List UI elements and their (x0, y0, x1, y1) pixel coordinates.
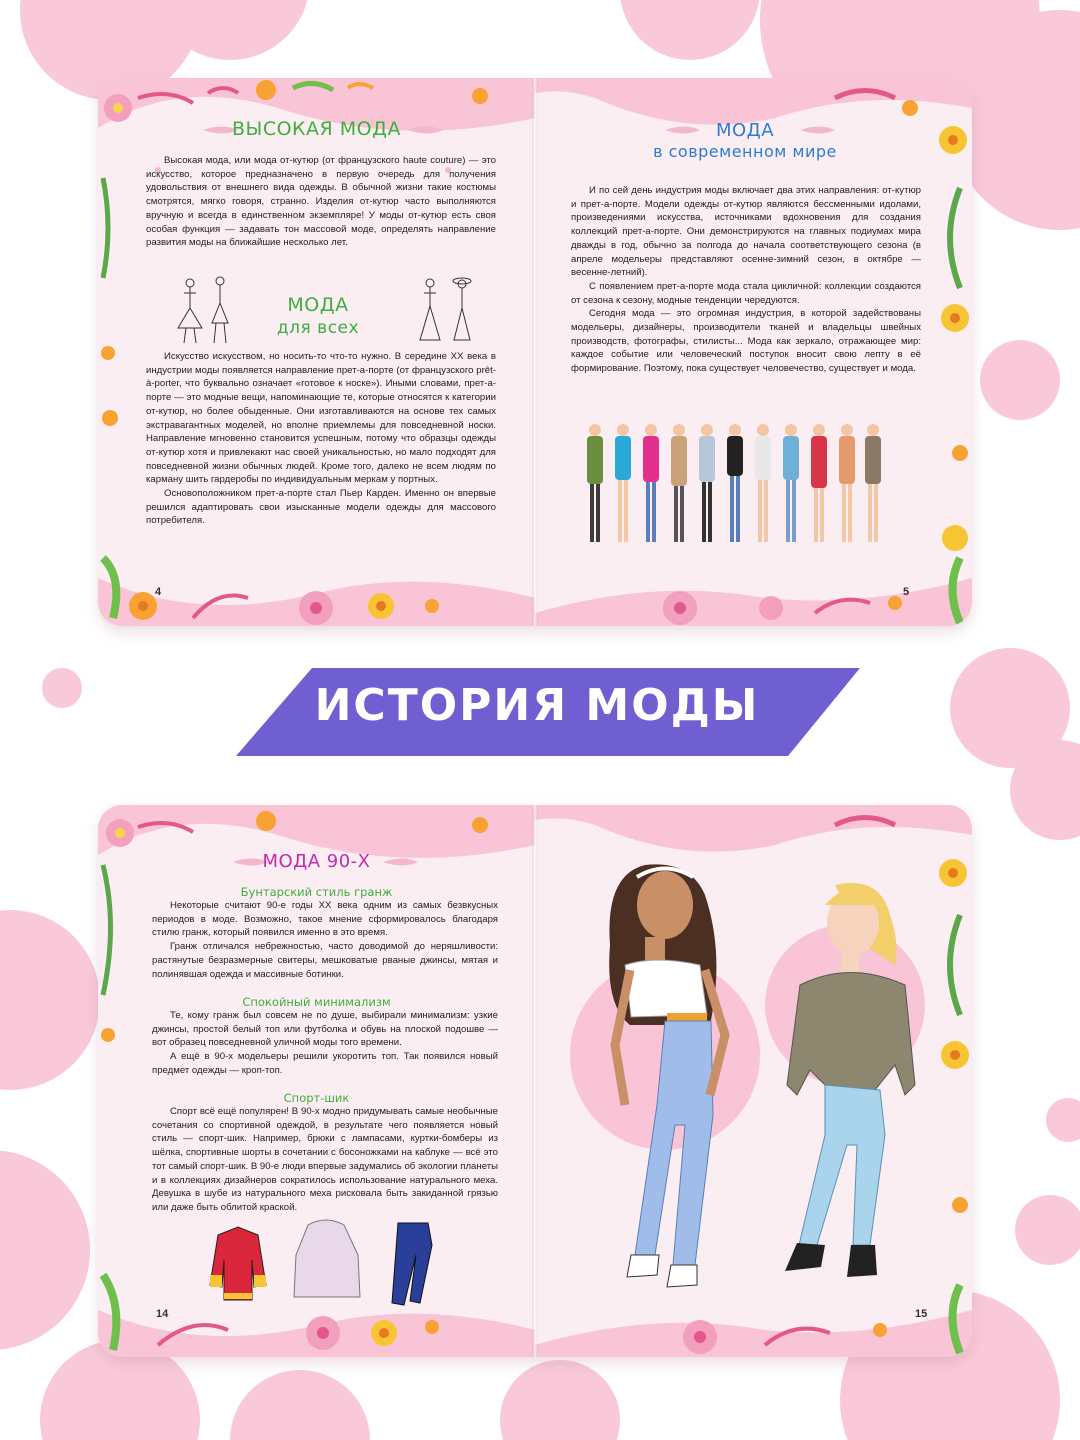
paragraph: Некоторые считают 90-е годы XX века одним из самых безвкусных периодов в моде. Возможно, такое мнение сформировалось благодаря стилю гранж, который появился именно в это время. (152, 900, 498, 939)
book-spine (532, 805, 538, 1357)
banner-title: ИСТОРИЯ МОДЫ (314, 680, 760, 731)
section-subtitle: для всех (276, 318, 360, 338)
track-pants-illustration (392, 1223, 432, 1305)
body-text (146, 350, 496, 528)
paragraph: Высокая мода, или мода от-кутюр (от французского haute couture) — это искусство, которое предназначено в первую очередь для получения удовольствия от внешнего вида одежды. В обычной жизни такие костюмы смотрятся, мягко говоря, странно. Изделия от-кутюр часто выполняются вручную и всегда в единственном экземпляре! У моды от-кутюр есть своя особая функция — задавать тон массовой моде, определять направление развития моды на ближайшие несколько лет. (146, 155, 496, 249)
page-subtitle: в современном мире (653, 142, 837, 161)
page-number: 4 (155, 586, 162, 598)
floral-border-decoration (535, 805, 972, 1357)
body-text (152, 899, 498, 981)
page-title: МОДА (715, 120, 775, 141)
book-spine (532, 78, 538, 626)
paragraph: Сегодня мода — это огромная индустрия, в которой задействованы модельеры, дизайнеры, производители тканей и владельцы швейных производств, фотографы, стилисты... Мода как зеркало, отражающее мир: каждое событие или человеческий поступок вносит свою лепту в её формирование. Поэтому, пока существует человечество, существует и мода. (571, 308, 921, 375)
page-number: 14 (156, 1308, 169, 1320)
paragraph: Гранж отличался небрежностью, часто доводимой до неряшливости: растянутые безразмерные свитеры, мешковатые рваные джинсы, мятая и полинявшая одежда и массивные ботинки. (152, 941, 498, 980)
body-text (152, 1009, 498, 1078)
paragraph: Искусство искусством, но носить-то что-то нужно. В середине XX века в индустрии моды появляется направление прет-а-порте (от французского prêt-à-porter, что буквально означает «готовое к носке»). Иными словами, прет-а-порте — это модные вещи, напоминающие те, которые относятся к категории от-кутюр, но более обыденные. Они изготавливаются на основе тех самых экстравагантных моделей, но вполне приемлемы для повседневной носки. Направление мгновенно становится успешным, потому что образцы одежды от-кутюр хотя и привлекают нас своей уникальностью, но мало подходят для повседневной жизни обычных людей. Кроме того, далеко не всем людям по карману шить гардеробы по индивидуальным меркам у портных. (146, 351, 496, 486)
paragraph: Спорт всё ещё популярен! В 90-х модно придумывать самые необычные сочетания со спортивной одеждой, в результате чего появляется новый стиль — спорт-шик. Например, брюки с лампасами, куртки-бомберы из шёлка, спортивные шорты в сочетании с босоножками на каблуке — всё это тот самый спорт-шик. В 90-е люди впервые задумались об экологии планеты и в коллекциях дизайнеров сократилось использование натурального меха. Девушка в шубе из натурального меха рисковала быть закиданной грязью или даже быть облитой краской. (152, 1106, 498, 1213)
hoodie-illustration (294, 1220, 360, 1297)
page-title: ВЫСОКАЯ МОДА (232, 118, 401, 140)
fashion-models-illustration (587, 424, 881, 542)
paragraph: А ещё в 90-х модельеры решили укоротить топ. Так появился новый предмет одежды — кроп-топ. (152, 1051, 498, 1076)
body-text (152, 1105, 498, 1215)
page-15 (535, 805, 972, 1357)
body-text (146, 154, 496, 250)
paragraph: С появлением прет-а-порте мода стала цикличной: коллекции создаются от сезона к сезону, модные тенденции чередуются. (571, 280, 921, 306)
section-title: Бунтарский стиль гранж (240, 885, 393, 899)
paragraph: Основоположником прет-а-порте стал Пьер Карден. Именно он впервые решился адаптировать свои изысканные модели одежды для массового потребителя. (146, 488, 496, 527)
section-title: Спокойный минимализм (242, 995, 391, 1009)
page-title: МОДА 90-Х (262, 851, 371, 872)
paragraph: И по сей день индустрия моды включает два этих направления: от-кутюр и прет-а-порте. Модели одежды от-кутюр являются бессменными идолами, произведениями искусства, источниками вдохновения для создания коллекций прет-а-порте. Они демонстрируются на главных подиумах мира дважды в год, обычно за полгода до начала соответствующего сезона (в апреле модельеры представляют осенне-зимний сезон, в октябре — весенне-летний). (571, 185, 921, 279)
page-5 (535, 78, 972, 626)
page-4 (98, 78, 535, 626)
top-book-spread (98, 78, 972, 626)
page-number: 15 (915, 1308, 928, 1320)
section-title: МОДА (287, 294, 349, 316)
page-14 (98, 805, 535, 1357)
bomber-jacket-illustration (210, 1227, 266, 1300)
body-text (571, 184, 921, 376)
bottom-book-spread (98, 805, 972, 1357)
page-number: 5 (903, 586, 910, 598)
section-title: Спорт-шик (283, 1091, 350, 1105)
paragraph: Те, кому гранж был совсем не по душе, выбирали минимализм: узкие джинсы, простой белый топ или футболка и обувь на плоской подошве — вот образец повседневной уличной моды того времени. (152, 1010, 498, 1049)
